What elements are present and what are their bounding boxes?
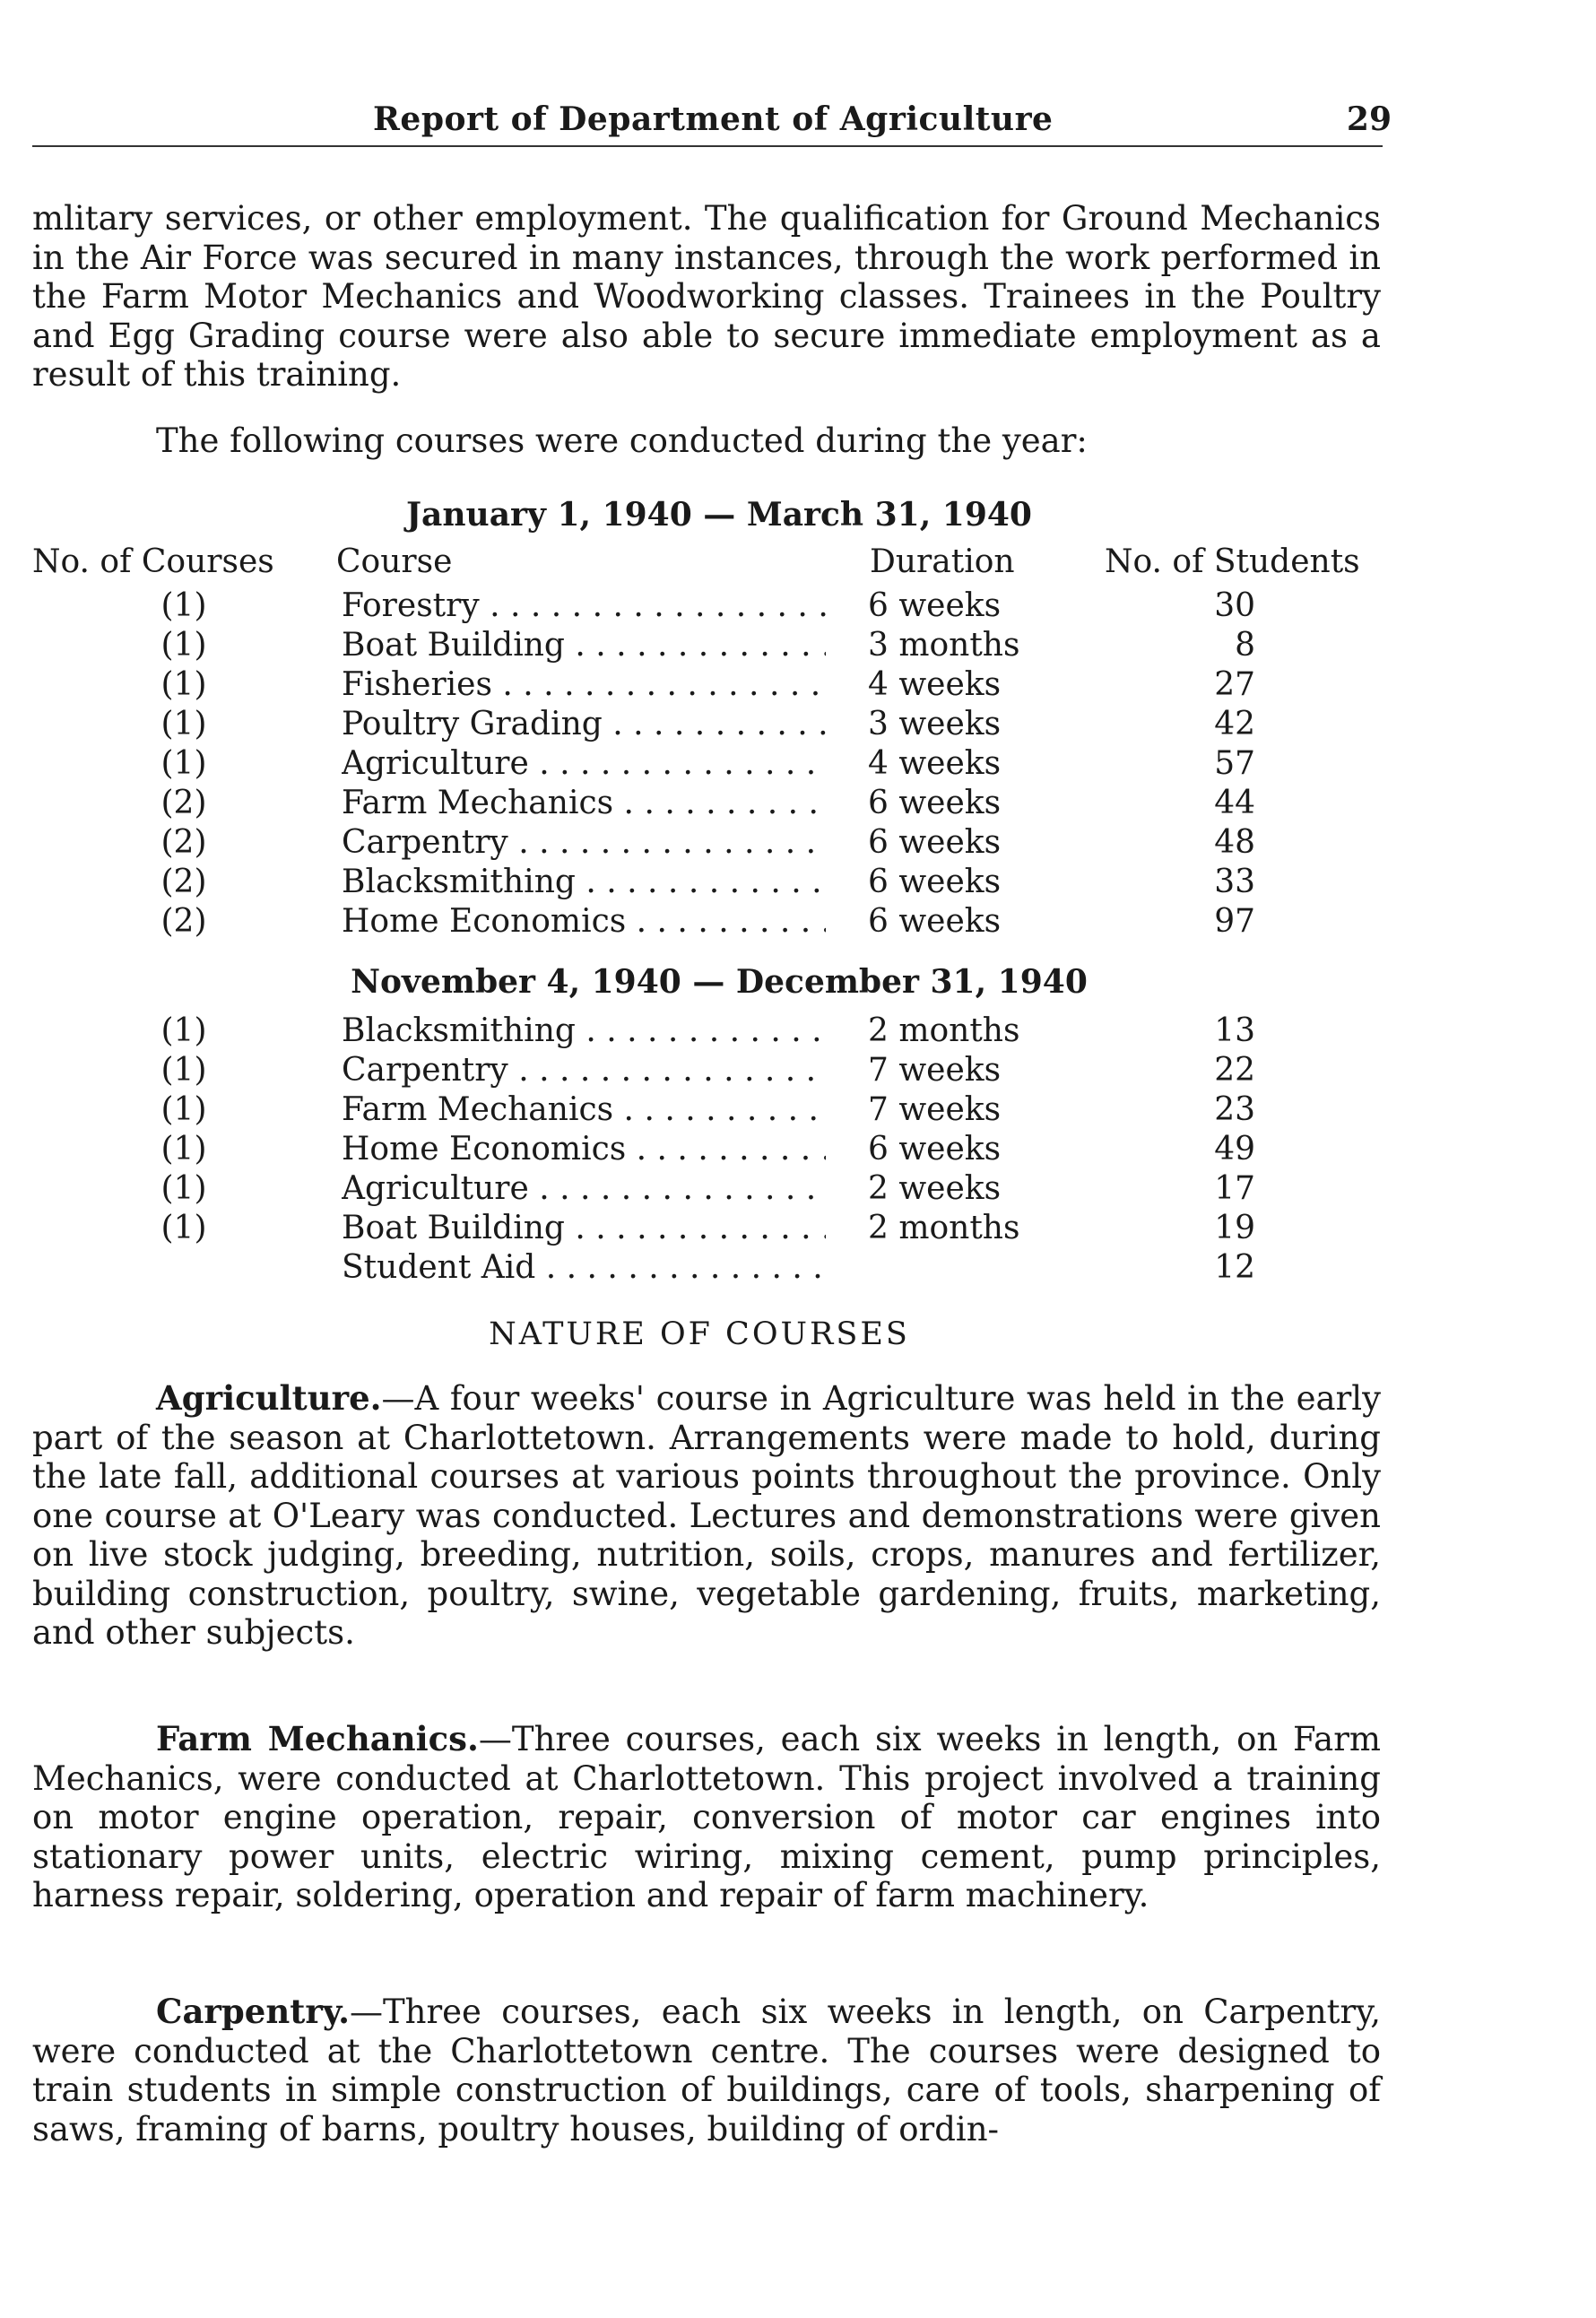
table-row [0, 902, 1417, 942]
table-row [0, 626, 1417, 665]
student-count: 30 [1214, 587, 1255, 624]
paragraph-lead: Agriculture. [156, 1378, 382, 1418]
course-name: Blacksmithing . . . [342, 863, 826, 902]
course-count: (1) [160, 1170, 207, 1207]
course-count: (1) [160, 666, 207, 703]
column-header-number: No. of Courses [32, 543, 274, 580]
nature-of-courses-heading: NATURE OF COURSES [489, 1316, 910, 1352]
column-header-duration: Duration [870, 543, 1015, 580]
table-row [0, 863, 1417, 902]
course-count: (2) [160, 864, 207, 900]
table-row [0, 586, 1417, 626]
student-count: 44 [1214, 785, 1255, 821]
table-row [0, 823, 1417, 863]
course-name: Carpentry . . . [342, 823, 826, 863]
course-name: Poultry Grading . . . [342, 705, 826, 744]
course-duration: 2 months [868, 1210, 1020, 1246]
course-duration: 7 weeks [868, 1052, 1002, 1089]
paragraph-body: —Three courses, each six weeks in length, on Carpentry, were conducted at the Charlottetown centre. The courses were designed to train students in simple construction of buildings, care of tools, sharpening of saws, framing of barns, poultry houses, building of ordin- [32, 1992, 1381, 2149]
table-row [0, 1209, 1417, 1248]
student-count: 19 [1214, 1210, 1255, 1246]
paragraph-lead: Carpentry. [156, 1992, 350, 2031]
student-count: 12 [1214, 1249, 1255, 1286]
intro-paragraph: mlitary services, or other employment. The qualification for Ground Mechanics in the Air Force was secured in many instances, through the work performed in the Farm Motor Mechanics and Woodworking classes. Trainees in the Poultry and Egg Grading course were also able to secure immediate employment as a result of this training. [32, 199, 1381, 394]
course-duration: 6 weeks [868, 903, 1002, 940]
paragraph-lead: Farm Mechanics. [156, 1719, 479, 1758]
course-name: Fisheries . . . [342, 665, 826, 705]
student-count: 23 [1214, 1091, 1255, 1128]
course-count: (1) [160, 1012, 207, 1049]
course-duration: 6 weeks [868, 587, 1002, 624]
course-duration: 3 months [868, 627, 1020, 664]
course-name: Agriculture . . . [342, 1169, 826, 1209]
course-count: (1) [160, 587, 207, 624]
column-header-course: Course [336, 543, 453, 580]
course-duration: 4 weeks [868, 745, 1002, 782]
table-row [0, 1248, 1417, 1288]
column-header-students: No. of Students [1105, 543, 1360, 580]
course-duration: 6 weeks [868, 1131, 1002, 1168]
student-count: 42 [1214, 706, 1255, 742]
course-duration: 4 weeks [868, 666, 1002, 703]
student-count: 49 [1214, 1131, 1255, 1168]
course-count: (2) [160, 824, 207, 861]
course-count: (1) [160, 745, 207, 782]
course-name: Boat Building . . . [342, 1209, 826, 1248]
course-count: (1) [160, 1052, 207, 1089]
farm-mechanics-paragraph [32, 1720, 1381, 1915]
agriculture-paragraph [32, 1379, 1381, 1653]
table-row [0, 1051, 1417, 1090]
course-duration: 6 weeks [868, 824, 1002, 861]
running-title: Report of Department of Agriculture [373, 100, 1054, 138]
course-name: Home Economics . . . [342, 902, 826, 942]
table-row [0, 744, 1417, 784]
section-heading-2: November 4, 1940 — December 31, 1940 [351, 963, 1088, 1001]
course-count: (1) [160, 706, 207, 742]
course-name: Home Economics . . . [342, 1130, 826, 1169]
student-count: 13 [1214, 1012, 1255, 1049]
course-name: Blacksmithing . . . [342, 1011, 826, 1051]
course-name: Farm Mechanics . . . [342, 784, 826, 823]
table-row [0, 1169, 1417, 1209]
table-row [0, 1011, 1417, 1051]
course-duration: 7 weeks [868, 1091, 1002, 1128]
course-count: (2) [160, 785, 207, 821]
student-count: 27 [1214, 666, 1255, 703]
course-duration: 3 weeks [868, 706, 1002, 742]
course-name: Carpentry . . . [342, 1051, 826, 1090]
course-name: Agriculture . . . [342, 744, 826, 784]
course-name: Boat Building . . . [342, 626, 826, 665]
student-count: 97 [1214, 903, 1255, 940]
paragraph-body: —Three courses, each six weeks in length, on Farm Mechanics, were conducted at Charlottetown. This project involved a training on motor engine operation, repair, conversion of motor car engines into stationary power units, electric wiring, mixing cement, pump principles, harness repair, soldering, operation and repair of farm machinery. [32, 1720, 1381, 1914]
course-count: (1) [160, 1210, 207, 1246]
student-count: 48 [1214, 824, 1255, 861]
course-count: (1) [160, 1091, 207, 1128]
student-count: 8 [1235, 627, 1255, 664]
running-header [32, 100, 1392, 147]
table-row [0, 705, 1417, 744]
student-count: 57 [1214, 745, 1255, 782]
carpentry-paragraph [32, 1992, 1381, 2149]
course-name: Forestry . . . [342, 586, 826, 626]
table-row [0, 665, 1417, 705]
course-duration: 6 weeks [868, 785, 1002, 821]
course-duration: 2 weeks [868, 1170, 1002, 1207]
course-name: Student Aid . . . [342, 1248, 826, 1288]
course-count: (1) [160, 1131, 207, 1168]
page-number: 29 [1346, 100, 1392, 138]
paragraph-body: —A four weeks' course in Agriculture was held in the early part of the season at Charlottetown. Arrangements were made to hold, during the late fall, additional courses at various points throughout the province. Only one course at O'Leary was conducted. Lectures and demonstrations were given on live stock judging, breeding, nutrition, soils, crops, manures and fertilizer, building construction, poultry, swine, vegetable gardening, fruits, marketing, and other subjects. [32, 1379, 1381, 1652]
courses-intro: The following courses were conducted during the year: [156, 421, 1088, 460]
course-count: (2) [160, 903, 207, 940]
table-row [0, 1130, 1417, 1169]
student-count: 33 [1214, 864, 1255, 900]
table-row [0, 784, 1417, 823]
section-heading-1: January 1, 1940 — March 31, 1940 [406, 496, 1032, 534]
course-name: Farm Mechanics . . . [342, 1090, 826, 1130]
table-row [0, 1090, 1417, 1130]
student-count: 22 [1214, 1052, 1255, 1089]
course-duration: 6 weeks [868, 864, 1002, 900]
course-count: (1) [160, 627, 207, 664]
student-count: 17 [1214, 1170, 1255, 1207]
course-duration: 2 months [868, 1012, 1020, 1049]
